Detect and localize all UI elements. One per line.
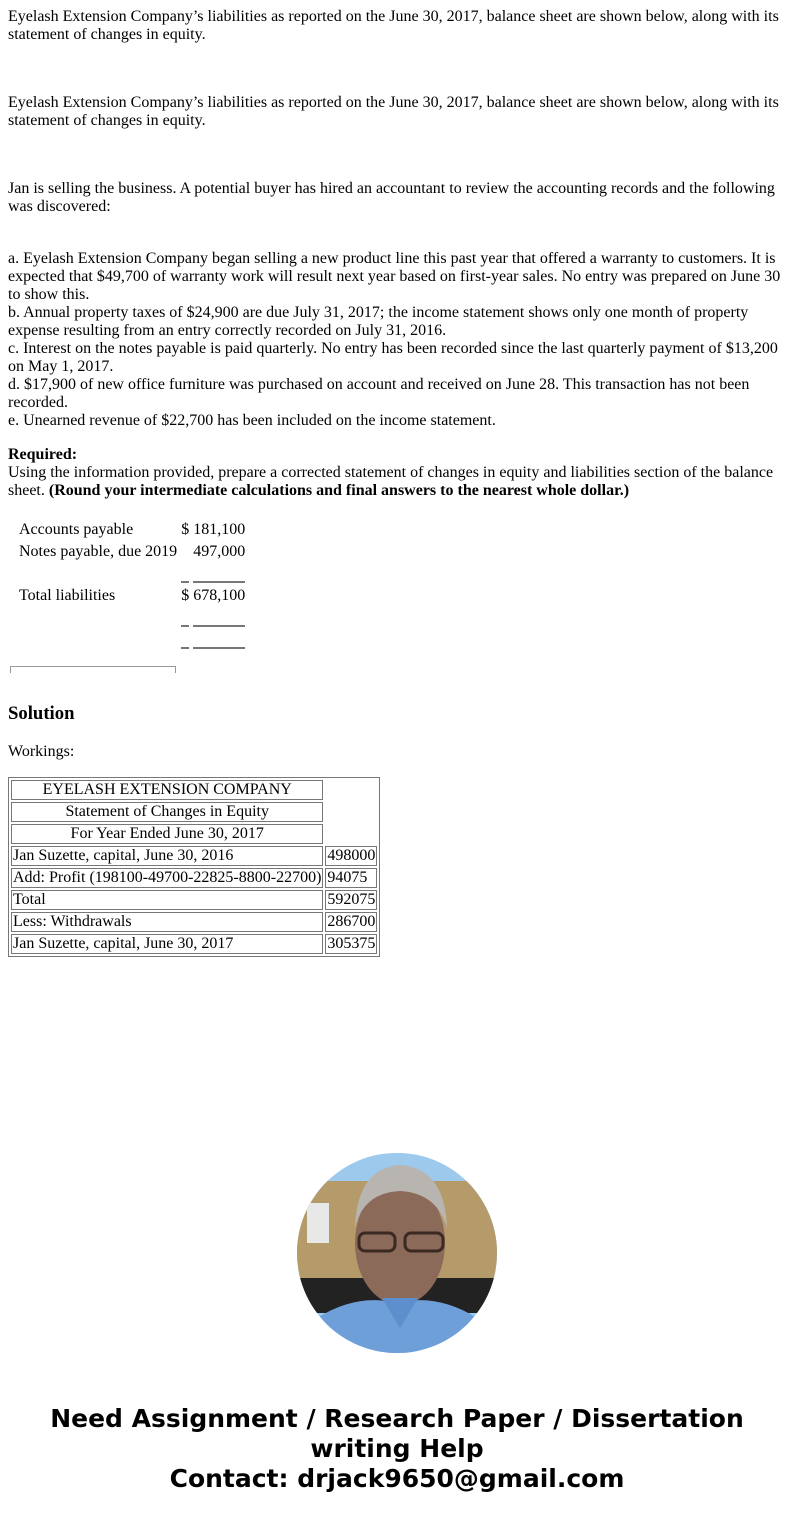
table-row: Total liabilities $ 678,100 [19,587,246,604]
context-paragraph: Jan is selling the business. A potential buyer has hired an accountant to review the accounting records and the following was discovered: [8,180,775,215]
solution-heading: Solution [8,703,75,724]
portrait-image [297,1153,497,1353]
subtotal-rule [18,564,246,584]
table-row: Add: Profit (198100-49700-22825-8800-22700) 94075 [11,868,377,888]
liability-label: Notes payable, due 2019 [19,543,178,560]
double-rule [18,608,246,628]
table-row [18,542,246,562]
rounding-note: (Round your intermediate calculations and final answers to the nearest whole dollar.) [48,482,630,499]
finding-b: b. Annual property taxes of $24,900 are due July 31, 2017; the income statement shows only one month of property expense resulting from an entry correctly recorded on July 31, 2016. [8,304,749,339]
footer-help-text: Need Assignment / Research Paper / Dissertation writing Help [50,1404,744,1463]
finding-d: d. $17,900 of new office furniture was purchased on account and received on June 28. This transaction has not been recorded. [8,376,750,411]
table-row: Total 592075 [13,891,376,908]
finding-e: e. Unearned revenue of $22,700 has been included on the income statement. [8,412,496,429]
finding-a: a. Eyelash Extension Company began selling a new product line this past year that offered a warranty to customers. It is expected that $49,700 of warranty work will result next year based on first-year sales. No entry was prepared on June 30 to show this. [8,250,781,303]
intro-paragraph-repeat: Eyelash Extension Company’s liabilities as reported on the June 30, 2017, balance sheet are shown below, along with its statement of changes in equity. [8,94,779,129]
finding-c: c. Interest on the notes payable is paid quarterly. No entry has been recorded since the last quarterly payment of $13,200 on May 1, 2017. [8,340,778,375]
table-row: Accounts payable $ 181,100 [19,521,246,538]
footer-contact: Contact: drjack9650@gmail.com [169,1464,625,1493]
total-label: Total liabilities [19,587,116,604]
statement-period: For Year Ended June 30, 2017 [11,824,323,844]
workings-label: Workings: [8,743,75,760]
document [8,8,786,957]
author-photo [297,1153,497,1353]
table-row: Jan Suzette, capital, June 30, 2016 498000 [13,847,376,864]
liabilities-table [16,518,248,652]
required-label: Required: [8,446,78,463]
equity-statement-table [8,777,380,957]
total-amount: 678,100 [193,587,246,604]
liability-amount: 497,000 [193,543,246,560]
table-row: Jan Suzette, capital, June 30, 2017 305375 [13,935,376,952]
liability-amount: 181,100 [193,521,246,538]
required-text: Using the information provided, prepare a corrected statement of changes in equity and liabilities section of the balance sheet. (Round your intermediate calculations and final answers to the nearest whole dollar.) [8,464,774,499]
company-name: EYELASH EXTENSION COMPANY [11,780,323,800]
liability-label: Accounts payable [19,521,134,538]
intro-paragraph: Eyelash Extension Company’s liabilities as reported on the June 30, 2017, balance sheet are shown below, along with its statement of changes in equity. [8,8,779,43]
empty-box [10,666,176,673]
table-row: Less: Withdrawals 286700 [13,913,376,930]
statement-title: Statement of Changes in Equity [11,802,323,822]
footer-banner [0,1404,794,1494]
